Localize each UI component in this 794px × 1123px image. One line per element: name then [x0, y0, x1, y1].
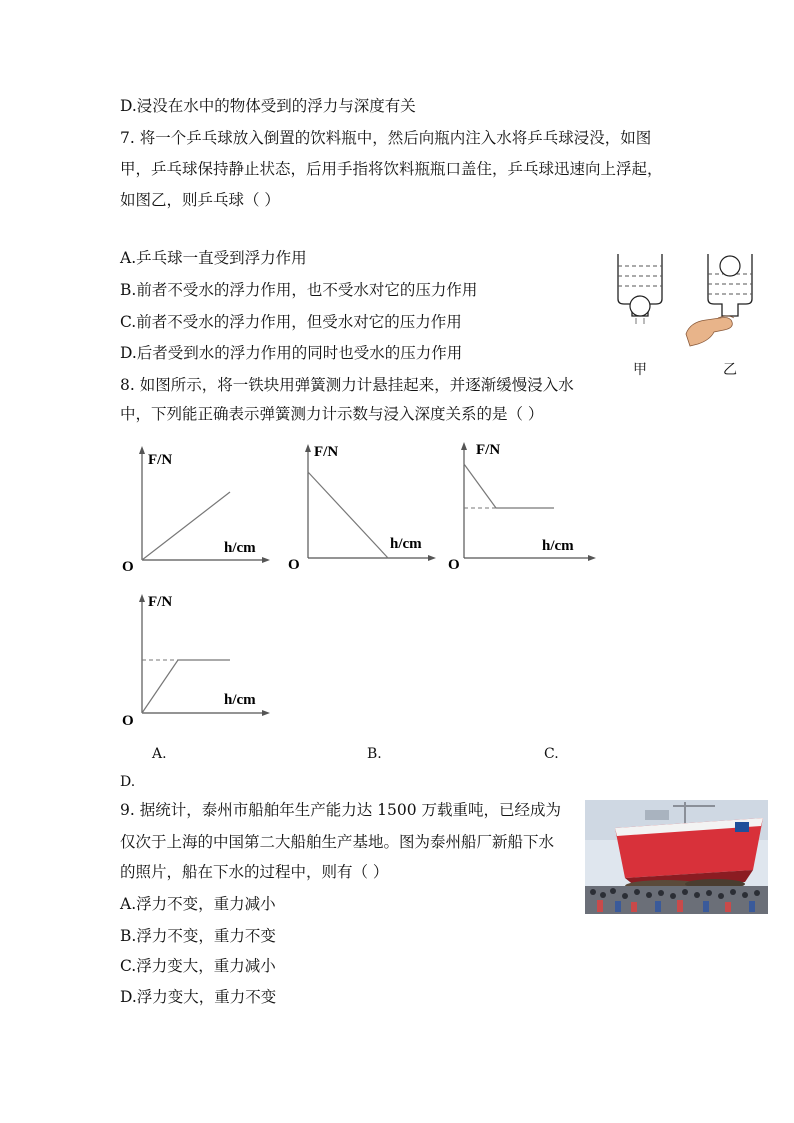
q7-stem-line-3: 如图乙，则乒乓球（ ） — [120, 191, 280, 209]
q9-stem-line-3: 的照片，船在下水的过程中，则有（ ） — [120, 863, 389, 881]
q8-graph-d — [118, 588, 278, 728]
q8-option-label-a: A. — [152, 746, 167, 762]
q6-option-d: D.浸没在水中的物体受到的浮力与深度有关 — [120, 97, 416, 115]
q7-stem-line-1: 7. 将一个乒乓球放入倒置的饮料瓶中，然后向瓶内注入水将乒乓球浸没，如图 — [120, 129, 652, 147]
q9-option-b: B.浮力不变，重力不变 — [120, 927, 276, 945]
graph-d-y-label: F/N — [148, 594, 173, 610]
q7-option-c: C.前者不受水的浮力作用，但受水对它的压力作用 — [120, 313, 462, 331]
q7-figure-label-jia: 甲 — [633, 362, 647, 378]
q9-stem-line-2: 仅次于上海的中国第二大船舶生产基地。图为泰州船厂新船下水 — [120, 833, 555, 851]
hand-icon — [686, 318, 732, 347]
q8-graph-b — [284, 438, 444, 573]
graph-c-origin: O — [448, 557, 460, 573]
graph-a-x-label: h/cm — [224, 540, 256, 556]
graph-d-origin: O — [122, 713, 134, 728]
graph-a-y-label: F/N — [148, 452, 173, 468]
q8-stem-line-1: 8. 如图所示，将一铁块用弹簧测力计悬挂起来，并逐渐缓慢浸入水 — [120, 376, 574, 394]
q9-option-a: A.浮力不变，重力减小 — [120, 895, 276, 913]
graph-c-x-label: h/cm — [542, 538, 574, 554]
q8-graph-c — [444, 436, 604, 573]
q8-stem-line-2: 中，下列能正确表示弹簧测力计示数与浸入深度关系的是（ ） — [120, 405, 544, 423]
q7-option-b: B.前者不受水的浮力作用，也不受水对它的压力作用 — [120, 281, 478, 299]
q8-option-label-d: D. — [120, 774, 136, 790]
q9-option-c: C.浮力变大，重力减小 — [120, 957, 276, 975]
graph-b-origin: O — [288, 557, 300, 573]
graph-b-line — [308, 472, 388, 558]
graph-a-origin: O — [122, 559, 134, 575]
q8-graph-a — [118, 440, 278, 575]
graph-a-line — [142, 492, 230, 560]
q8-option-label-b: B. — [367, 746, 382, 762]
q7-option-a: A.乒乓球一直受到浮力作用 — [120, 249, 307, 267]
graph-b-y-label: F/N — [314, 444, 339, 460]
q8-option-label-c: C. — [544, 746, 559, 762]
q7-option-d: D.后者受到水的浮力作用的同时也受水的压力作用 — [120, 344, 463, 362]
bottle-yi — [686, 254, 752, 346]
ship-launch-photo — [585, 800, 768, 914]
graph-c-y-label: F/N — [476, 442, 501, 458]
bottle-jia — [618, 254, 662, 324]
q9-stem-line-1: 9. 据统计，泰州市船舶年生产能力达 1500 万载重吨，已经成为 — [120, 801, 562, 819]
graph-b-x-label: h/cm — [390, 536, 422, 552]
q7-stem-line-2: 甲，乒乓球保持静止状态，后用手指将饮料瓶瓶口盖住，乒乓球迅速向上浮起， — [120, 160, 663, 178]
graph-d-x-label: h/cm — [224, 692, 256, 708]
q9-option-d: D.浮力变大，重力不变 — [120, 988, 277, 1006]
q7-bottle-figure — [610, 244, 770, 354]
q7-figure-label-yi: 乙 — [723, 362, 737, 378]
